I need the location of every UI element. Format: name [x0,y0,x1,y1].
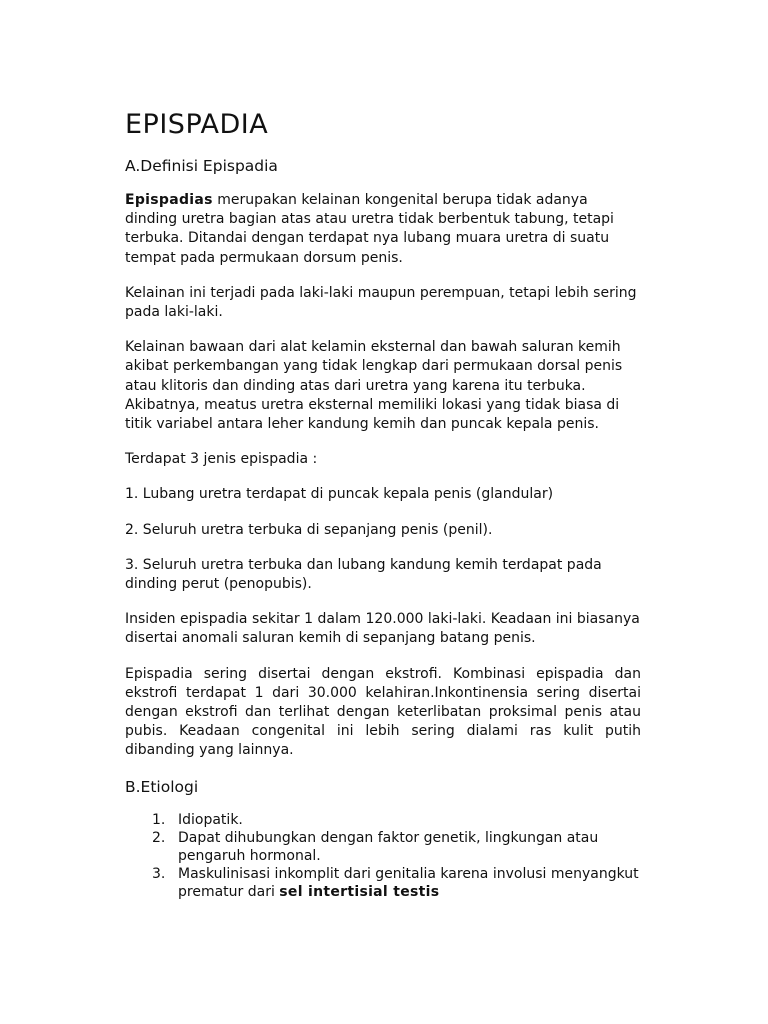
list-item [125,829,641,865]
type-item-penopubic: 3. Seluruh uretra terbuka dan lubang kandung kemih terdapat pada dinding perut (penopubis). [125,556,602,593]
paragraph-exstrophy: Epispadia sering disertai dengan ekstrofi. Kombinasi epispadia dan ekstrofi terdapat 1 dari 30.000 kelahiran.Inkontinensia sering disertai dengan ekstrofi dan terlihat dengan keterlibatan proksimal penis atau pubis. Keadaan congenital ini lebih sering dialami ras kulit putih dibanding yang lainnya. [125,665,641,759]
document-body [125,108,641,901]
type-item-penile: 2. Seluruh uretra terbuka di sepanjang penis (penil). [125,521,493,538]
list-item-number: 3. [152,865,166,882]
list-item [125,811,641,829]
etiology-list [125,811,641,901]
list-item [125,865,641,901]
paragraph-occurrence: Kelainan ini terjadi pada laki-laki maupun perempuan, tetapi lebih sering pada laki-laki. [125,284,637,321]
paragraph-definition [125,191,641,268]
term-epispadias: Epispadias [125,192,213,208]
document-title: EPISPADIA [125,109,269,140]
list-item-text: Maskulinisasi inkomplit dari genitalia karena involusi menyangkut prematur dari [178,865,639,900]
section-heading-definition: A.Definisi Epispadia [125,157,278,175]
paragraph-definition-text: merupakan kelainan kongenital berupa tidak adanya dinding uretra bagian atas atau uretra tidak berbentuk tabung, tetapi terbuka. Ditandai dengan terdapat nya lubang muara uretra di suatu tempat pada permukaan dorsum penis. [125,192,614,266]
list-item-bold-text: sel intertisial testis [279,883,440,900]
list-item-number: 2. [152,829,166,846]
list-item-text: Dapat dihubungkan dengan faktor genetik, lingkungan atau pengaruh hormonal. [178,829,599,864]
paragraph-description: Kelainan bawaan dari alat kelamin eksternal dan bawah saluran kemih akibat perkembangan yang tidak lengkap dari permukaan dorsal penis atau klitoris dan dinding atas dari uretra yang karena itu terbuka. Akibatnya, meatus uretra eksternal memiliki lokasi yang tidak biasa di titik variabel antara leher kandung kemih dan puncak kepala penis. [125,339,623,433]
type-item-glandular: 1. Lubang uretra terdapat di puncak kepala penis (glandular) [125,486,554,503]
list-item-text: Idiopatik. [178,811,243,828]
paragraph-incidence: Insiden epispadia sekitar 1 dalam 120.000 laki-laki. Keadaan ini biasanya disertai anomali saluran kemih di sepanjang batang penis. [125,611,640,647]
paragraph-types-intro: Terdapat 3 jenis epispadia : [125,451,318,468]
section-heading-etiology: B.Etiologi [125,777,199,796]
list-item-number: 1. [152,811,166,828]
